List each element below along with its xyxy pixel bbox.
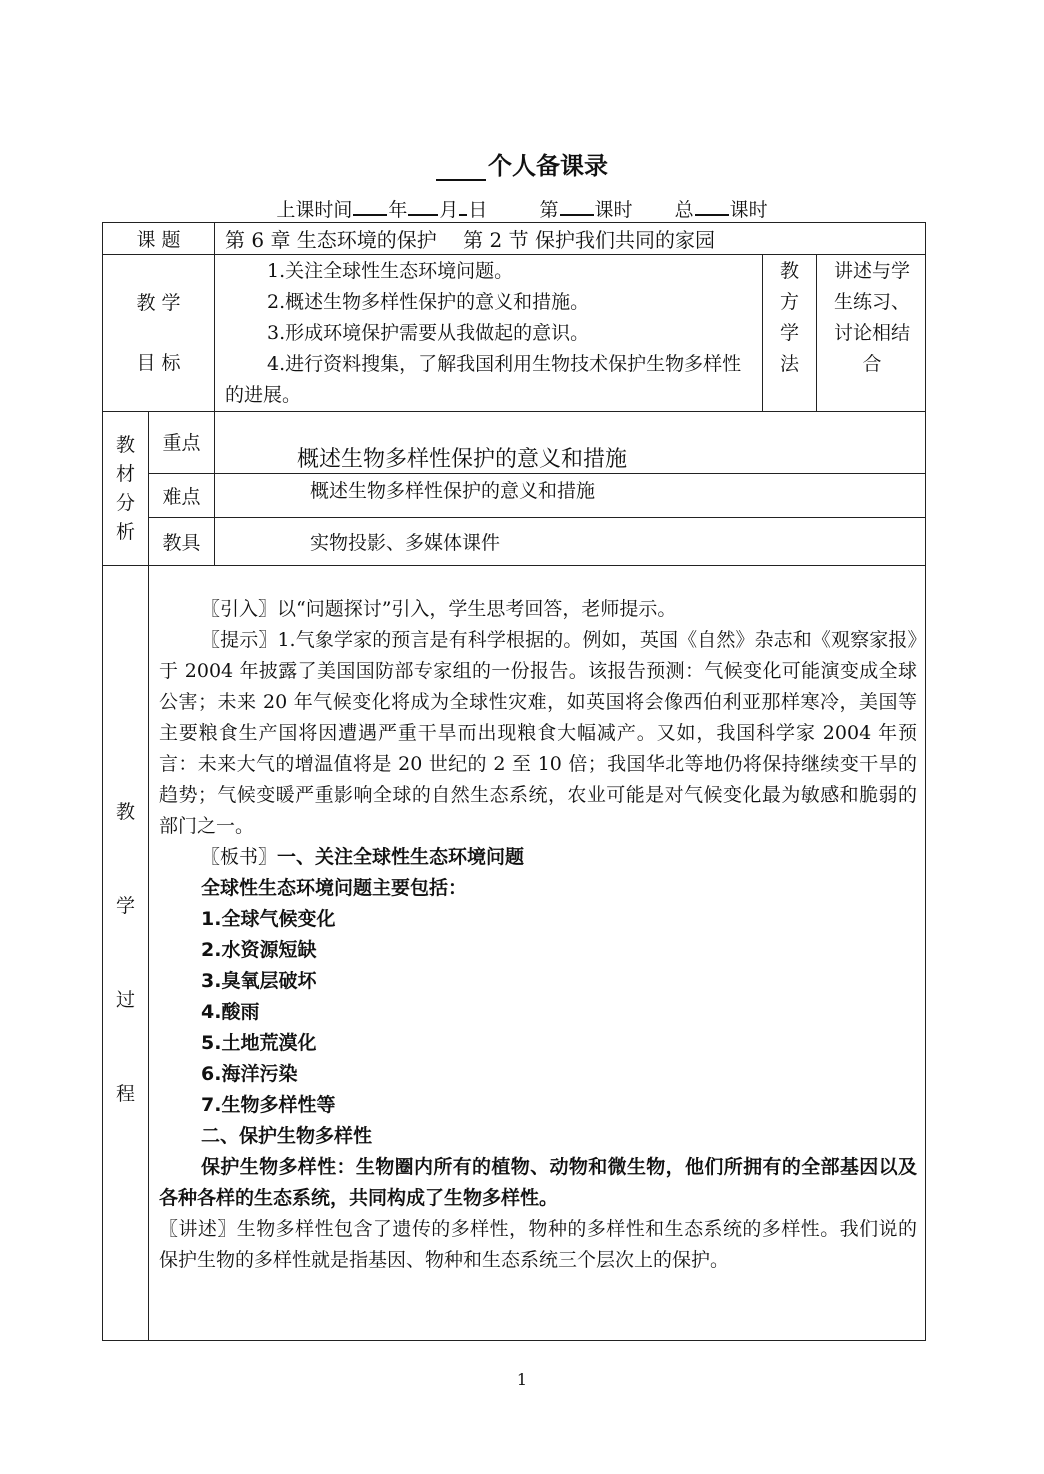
hint-paragraph: 〖提示〗1.气象学家的预言是有科学根据的。例如，英国《自然》杂志和《观察家报》于 2004 年披露了美国国防部专家组的一份报告。该报告预测：气候变化可能演变成全球公害；未来 20 年气候变化将成为全球性灾难，如英国将会像西伯利亚那样寒冷，美国等主要粮食生产国将因遭遇严重干旱而出现粮食大幅减产。又如，我国科学家 2004 年预言：未来大气的增温值将是 20 世纪的 2 至 10 倍；我国华北等地仍将保持继续变干旱的趋势；气候变暖严重影响全球的自然生态系统，农业可能是对气候变化最为敏感和脆弱的部门之一。 — [159, 629, 918, 837]
day-label: 日 — [468, 199, 488, 221]
difficulty-value: 概述生物多样性保护的意义和措施 — [215, 474, 926, 518]
month-blank — [408, 196, 438, 216]
objective-item: 3.形成环境保护需要从我做起的意识。 — [267, 322, 590, 344]
objectives-label-1: 教 学 — [136, 292, 181, 314]
issue-item: 5.土地荒漠化 — [201, 1032, 317, 1054]
month-label: 月 — [439, 199, 459, 221]
title-blank — [436, 157, 486, 181]
issue-item: 1.全球气候变化 — [201, 908, 336, 930]
board-line — [159, 842, 917, 873]
process-label — [103, 566, 149, 1341]
total-suffix: 课时 — [729, 199, 768, 221]
difficulty-label: 难点 — [149, 474, 215, 518]
tools-value: 实物投影、多媒体课件 — [215, 518, 926, 566]
objective-item: 4.进行资料搜集，了解我国利用生物技术保护生物多样性的进展。 — [225, 353, 742, 406]
key-point-label: 重点 — [149, 412, 215, 474]
year-label: 年 — [388, 199, 408, 221]
period-suffix: 课时 — [594, 199, 633, 221]
difficulty-row — [103, 474, 926, 518]
topic-row — [103, 223, 926, 255]
method-value: 讲述与学生练习、讨论相结合 — [817, 255, 926, 412]
definition-paragraph: 保护生物多样性：生物圈内所有的植物、动物和微生物，他们所拥有的全部基因以及各种各样的生态系统，共同构成了生物多样性。 — [159, 1156, 918, 1209]
method-label-char: 学 — [780, 322, 800, 344]
analysis-label-char: 析 — [115, 520, 135, 543]
lesson-plan-table — [102, 222, 926, 1341]
process-row — [103, 566, 926, 1341]
method-label — [763, 255, 817, 412]
process-label-char: 教 — [115, 801, 135, 823]
issue-item: 2.水资源短缺 — [201, 939, 317, 961]
method-label-char: 法 — [780, 353, 800, 375]
method-label-char: 教 — [780, 260, 800, 282]
key-point-row — [103, 412, 926, 474]
process-content — [149, 566, 926, 1341]
analysis-label — [103, 412, 149, 566]
section-2-heading: 二、保护生物多样性 — [201, 1125, 373, 1147]
topic-value: 第 6 章 生态环境的保护 第 2 节 保护我们共同的家园 — [215, 223, 926, 255]
year-blank — [353, 196, 387, 216]
process-label-char: 程 — [115, 1083, 135, 1105]
objectives-label-2: 目 标 — [136, 352, 181, 374]
issue-item: 4.酸雨 — [201, 1001, 260, 1023]
topic-label: 课 题 — [103, 223, 215, 255]
total-prefix: 总 — [674, 199, 694, 221]
objectives-label — [103, 255, 215, 412]
tools-row — [103, 518, 926, 566]
total-blank — [695, 196, 729, 216]
issues-intro: 全球性生态环境问题主要包括： — [201, 877, 468, 899]
process-label-char: 过 — [115, 989, 135, 1011]
period-blank — [560, 196, 594, 216]
issue-item: 7.生物多样性等 — [201, 1094, 336, 1116]
analysis-label-char: 材 — [115, 462, 135, 485]
period-prefix: 第 — [539, 199, 559, 221]
time-label: 上课时间 — [276, 199, 353, 221]
objective-item: 2.概述生物多样性保护的意义和措施。 — [267, 291, 590, 313]
objective-item: 1.关注全球性生态环境问题。 — [267, 260, 514, 282]
page-title — [0, 146, 1044, 181]
lecture-paragraph: 〖讲述〗生物多样性包含了遗传的多样性，物种的多样性和生态系统的多样性。我们说的保护生物的多样性就是指基因、物种和生态系统三个层次上的保护。 — [159, 1218, 918, 1271]
board-prefix: 〖板书〗 — [201, 846, 278, 868]
issue-item: 6.海洋污染 — [201, 1063, 298, 1085]
key-point-value: 概述生物多样性保护的意义和措施 — [215, 412, 926, 474]
objectives-row — [103, 255, 926, 412]
analysis-label-char: 分 — [115, 491, 135, 514]
intro-paragraph: 〖引入〗以“问题探讨”引入，学生思考回答，老师提示。 — [201, 598, 677, 620]
issue-item: 3.臭氧层破坏 — [201, 970, 317, 992]
board-title: 一、关注全球性生态环境问题 — [277, 846, 525, 868]
objectives-list — [215, 255, 763, 412]
page-number: 1 — [516, 1370, 528, 1389]
analysis-label-char: 教 — [115, 433, 135, 456]
method-label-char: 方 — [780, 291, 800, 313]
title-text: 个人备课录 — [488, 152, 608, 180]
tools-label: 教具 — [149, 518, 215, 566]
process-label-char: 学 — [115, 895, 135, 917]
class-time-line — [0, 195, 1044, 222]
day-blank — [459, 196, 467, 216]
